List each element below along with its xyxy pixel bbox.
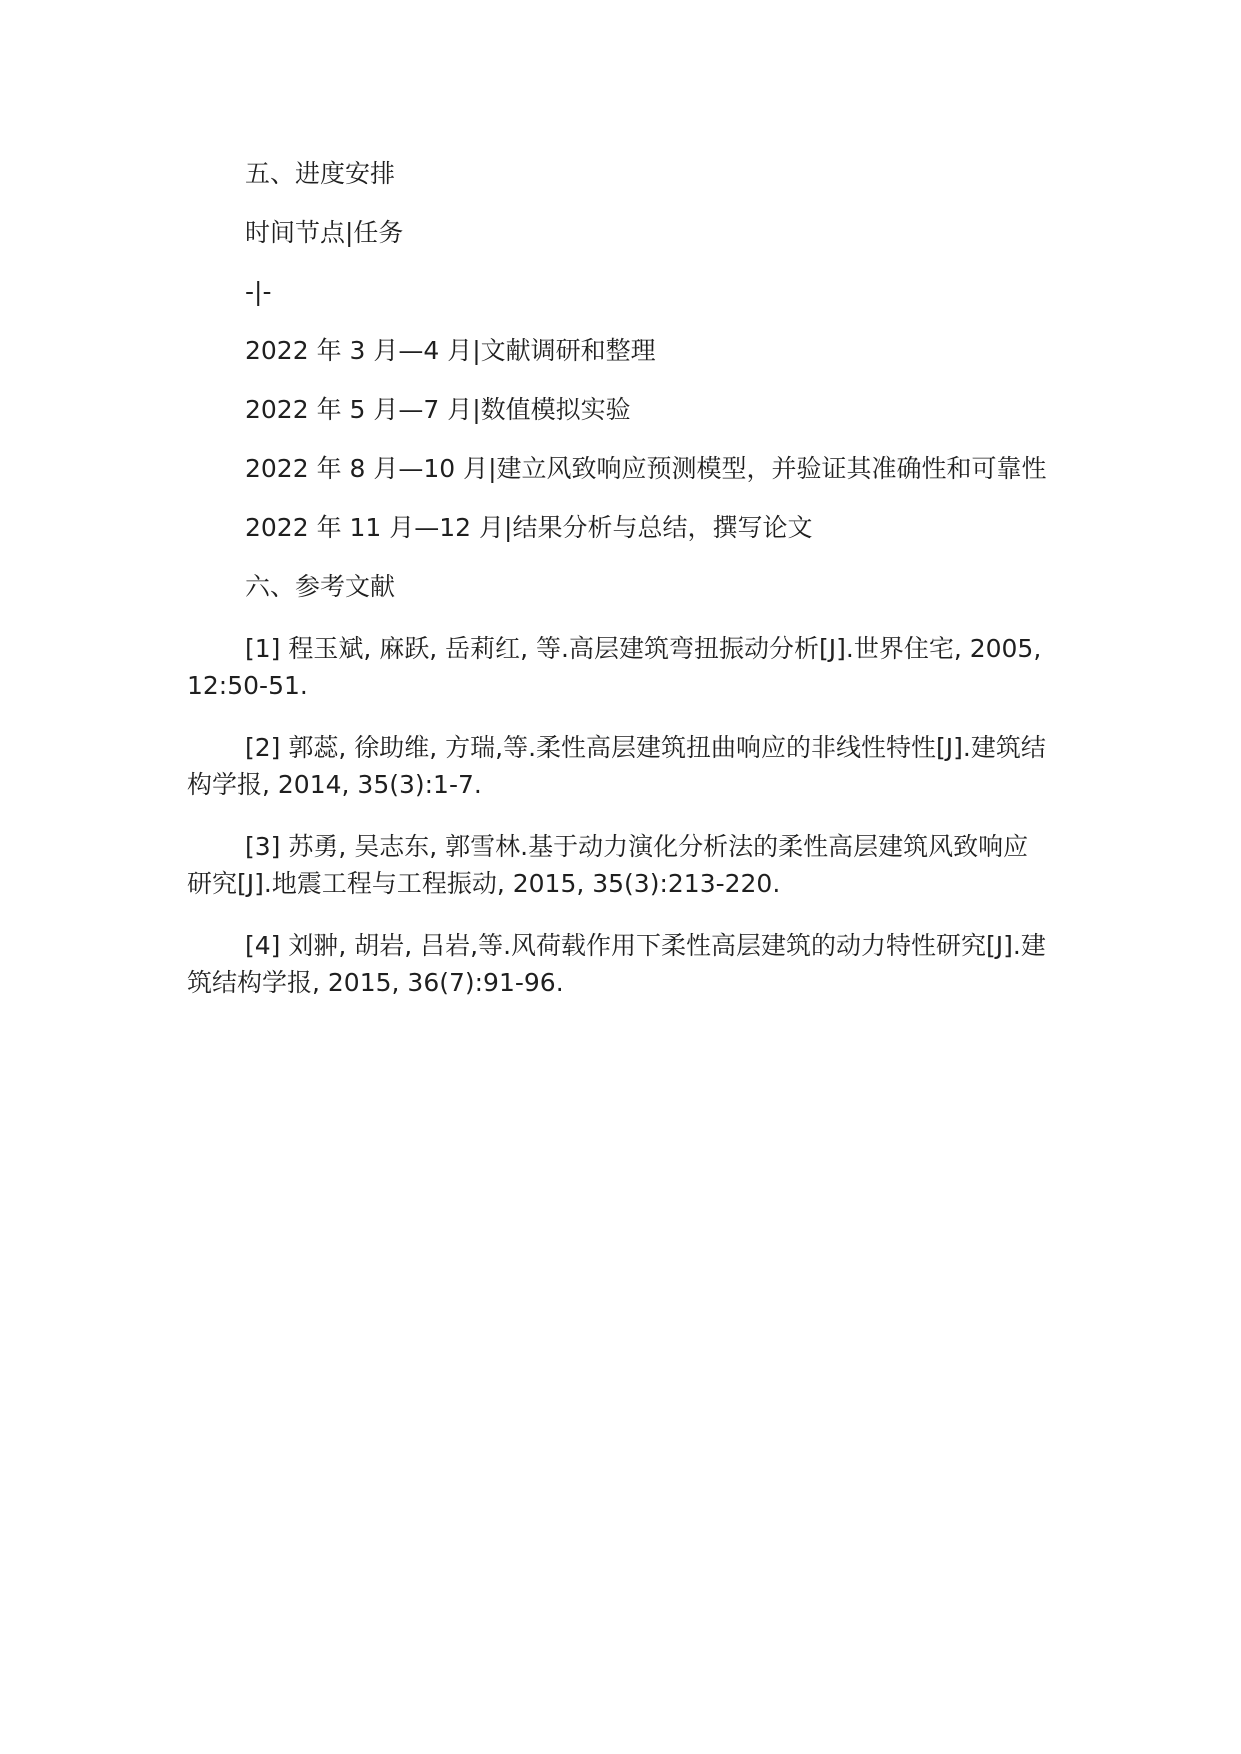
section-heading-references: 六、参考文献 <box>245 572 396 601</box>
schedule-row: 2022 年 5 月—7 月|数值模拟实验 <box>245 395 631 424</box>
schedule-table-header: 时间节点|任务 <box>245 218 404 247</box>
reference-item: [4] 刘翀, 胡岩, 吕岩,等.风荷载作用下柔性高层建筑的动力特性研究[J].建筑结构学报, 2015, 36(7):91-96. <box>187 931 1046 997</box>
schedule-row: 2022 年 11 月—12 月|结果分析与总结，撰写论文 <box>245 513 813 542</box>
schedule-row: 2022 年 3 月—4 月|文献调研和整理 <box>245 336 656 365</box>
schedule-table-divider: -|- <box>245 277 272 306</box>
reference-item: [2] 郭蕊, 徐助维, 方瑞,等.柔性高层建筑扭曲响应的非线性特性[J].建筑结构学报, 2014, 35(3):1-7. <box>187 733 1046 799</box>
schedule-row: 2022 年 8 月—10 月|建立风致响应预测模型，并验证其准确性和可靠性 <box>245 454 1047 483</box>
reference-item: [1] 程玉斌, 麻跃, 岳莉红, 等.高层建筑弯扭振动分析[J].世界住宅, 2005, 12:50-51. <box>187 634 1042 700</box>
section-heading-schedule: 五、进度安排 <box>245 159 396 188</box>
reference-item: [3] 苏勇, 吴志东, 郭雪林.基于动力演化分析法的柔性高层建筑风致响应研究[J].地震工程与工程振动, 2015, 35(3):213-220. <box>187 832 1029 898</box>
document-body <box>187 155 1047 1001</box>
